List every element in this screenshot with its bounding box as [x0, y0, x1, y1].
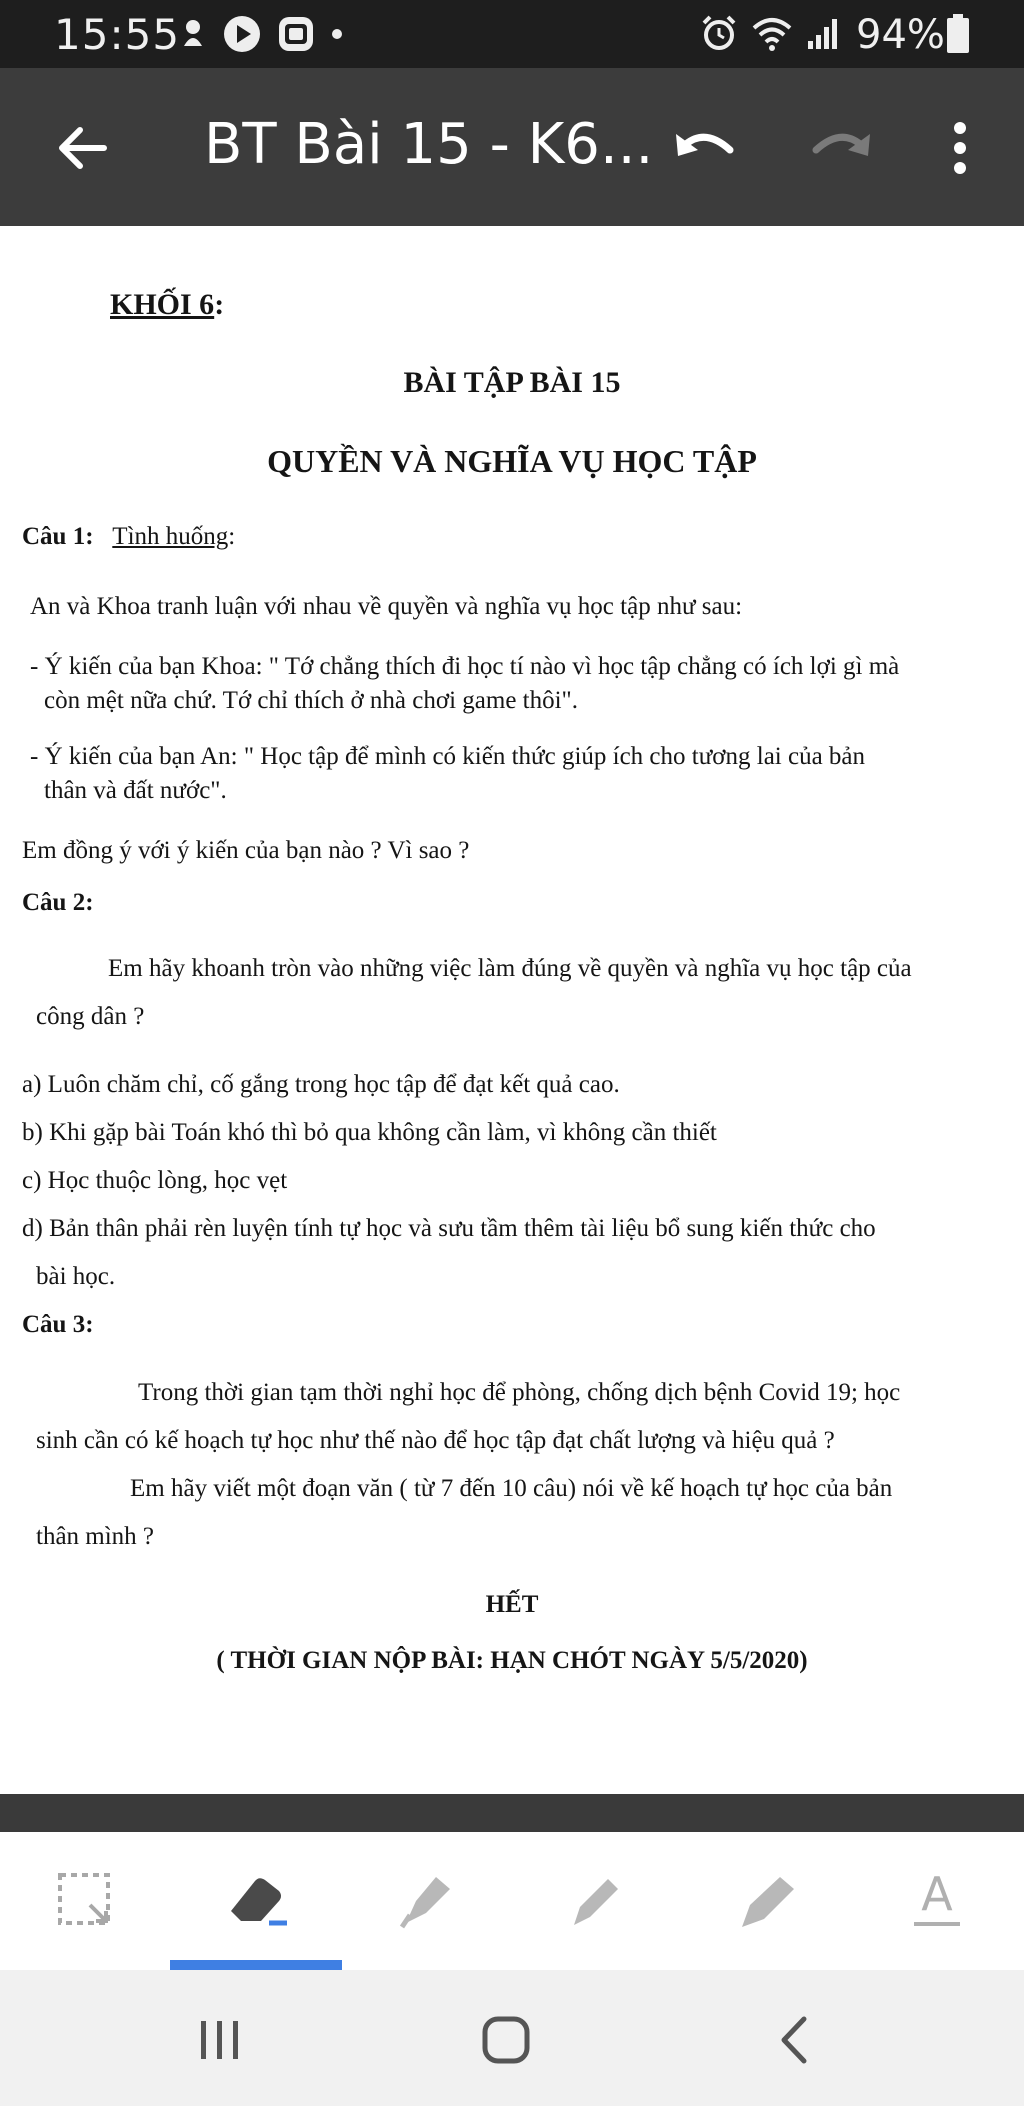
grade-colon: : [214, 288, 225, 321]
signal-icon [806, 15, 840, 51]
home-icon [479, 2013, 533, 2067]
question-2-label: Câu 2: [22, 889, 94, 916]
undo-icon [672, 124, 736, 172]
question-2-prompt-line-1: Em hãy khoanh tròn vào những việc làm đúng về quyền và nghĩa vụ học tập của [108, 955, 912, 982]
eraser-tool-button[interactable] [212, 1860, 302, 1940]
status-left-icons [178, 14, 344, 54]
text-tool-glyph: A [921, 1867, 953, 1921]
submission-deadline: ( THỜI GIAN NỘP BÀI: HẠN CHÓT NGÀY 5/5/2020) [216, 1647, 808, 1674]
marker-tool-button[interactable] [722, 1860, 812, 1940]
status-time: 15:55 [54, 10, 181, 59]
question-1-topic-colon: : [228, 523, 236, 550]
document-bottom-divider [0, 1794, 1024, 1832]
question-1-label: Câu 1: [22, 523, 94, 550]
khoa-opinion-line-2: còn mệt nữa chứ. Tớ chỉ thích ở nhà chơi game thôi". [44, 687, 579, 714]
notification-icon [178, 16, 208, 52]
an-opinion-line-2: thân và đất nước". [44, 777, 227, 804]
end-marker: HẾT [485, 1591, 539, 1618]
question-2-option-c: c) Học thuộc lòng, học vẹt [22, 1167, 288, 1194]
status-bar [0, 0, 1024, 68]
question-1-heading [22, 520, 235, 554]
undo-button[interactable] [668, 112, 740, 184]
document-title: BT Bài 15 - K6... [204, 112, 654, 177]
active-tool-indicator [170, 1960, 342, 1970]
question-3-paragraph-1-line-1: Trong thời gian tạm thời nghỉ học để phòng, chống dịch bệnh Covid 19; học [138, 1379, 901, 1406]
question-3-paragraph-1-line-2: sinh cần có kế hoạch tự học như thế nào để học tập đạt chất lượng và hiệu quả ? [36, 1427, 835, 1454]
question-3-paragraph-2-line-2: thân mình ? [36, 1523, 155, 1550]
question-3-paragraph-2-line-1: Em hãy viết một đoạn văn ( từ 7 đến 10 câu) nói về kế hoạch tự học của bản [130, 1475, 893, 1502]
question-2-option-a: a) Luôn chăm chỉ, cố gắng trong học tập để đạt kết quả cao. [22, 1071, 620, 1098]
battery-percentage: 94% [856, 12, 945, 58]
pen-tool-icon [566, 1871, 624, 1929]
question-1-topic: Tình huống [112, 523, 229, 550]
question-2-option-b: b) Khi gặp bài Toán khó thì bỏ qua không cần làm, vì không cần thiết [22, 1119, 717, 1146]
dot-icon [330, 27, 344, 41]
text-tool-icon [912, 1867, 962, 1928]
question-2-prompt-line-2: công dân ? [36, 1003, 145, 1030]
recent-apps-icon [195, 2015, 245, 2065]
back-button[interactable] [46, 112, 118, 184]
pen-tool-button[interactable] [550, 1860, 640, 1940]
selection-tool-icon [56, 1871, 114, 1929]
question-3-label: Câu 3: [22, 1311, 94, 1338]
khoa-opinion-line-1: - Ý kiến của bạn Khoa: " Tớ chẳng thích đi học tí nào vì học tập chẳng có ích lợi gì mà [30, 653, 900, 680]
document-subtitle: QUYỀN VÀ NGHĨA VỤ HỌC TẬP [267, 443, 757, 479]
text-tool-underline [914, 1922, 960, 1926]
document-page[interactable] [0, 226, 1024, 1794]
calendar-icon [276, 14, 316, 54]
battery-icon [946, 14, 970, 54]
text-tool-button[interactable] [892, 1860, 982, 1940]
an-opinion-line-1: - Ý kiến của bạn An: " Học tập để mình có kiến thức giúp ích cho tương lai của bản [30, 743, 866, 770]
system-navigation-bar [0, 1970, 1024, 2106]
wifi-icon [750, 14, 794, 52]
highlighter-tool-button[interactable] [380, 1860, 470, 1940]
annotation-toolbar [0, 1832, 1024, 1970]
redo-icon [810, 124, 874, 172]
grade-label: KHỐI 6 [110, 288, 215, 321]
recent-apps-button[interactable] [180, 2002, 260, 2078]
eraser-tool-icon [225, 1871, 289, 1929]
youtube-icon [222, 14, 262, 54]
question-2-option-d-line-2: bài học. [36, 1263, 116, 1290]
navigation-back-button[interactable] [754, 2002, 834, 2078]
more-vertical-icon [952, 120, 968, 176]
status-right-icons [700, 14, 840, 52]
grade-heading [110, 288, 224, 322]
more-options-button[interactable] [936, 112, 984, 184]
question-1-prompt: Em đồng ý với ý kiến của bạn nào ? Vì sao ? [22, 837, 470, 864]
selection-tool-button[interactable] [40, 1860, 130, 1940]
redo-button[interactable] [806, 112, 878, 184]
home-button[interactable] [466, 2002, 546, 2078]
app-bar [0, 68, 1024, 226]
highlighter-tool-icon [396, 1871, 454, 1929]
marker-tool-icon [736, 1871, 798, 1929]
alarm-icon [700, 14, 738, 52]
document-title-heading: BÀI TẬP BÀI 15 [403, 366, 621, 399]
back-icon [774, 2013, 814, 2067]
back-arrow-icon [54, 120, 110, 176]
question-2-option-d-line-1: d) Bản thân phải rèn luyện tính tự học và sưu tầm thêm tài liệu bổ sung kiến thức cho [22, 1215, 876, 1242]
question-1-intro: An và Khoa tranh luận với nhau về quyền và nghĩa vụ học tập như sau: [30, 593, 743, 620]
